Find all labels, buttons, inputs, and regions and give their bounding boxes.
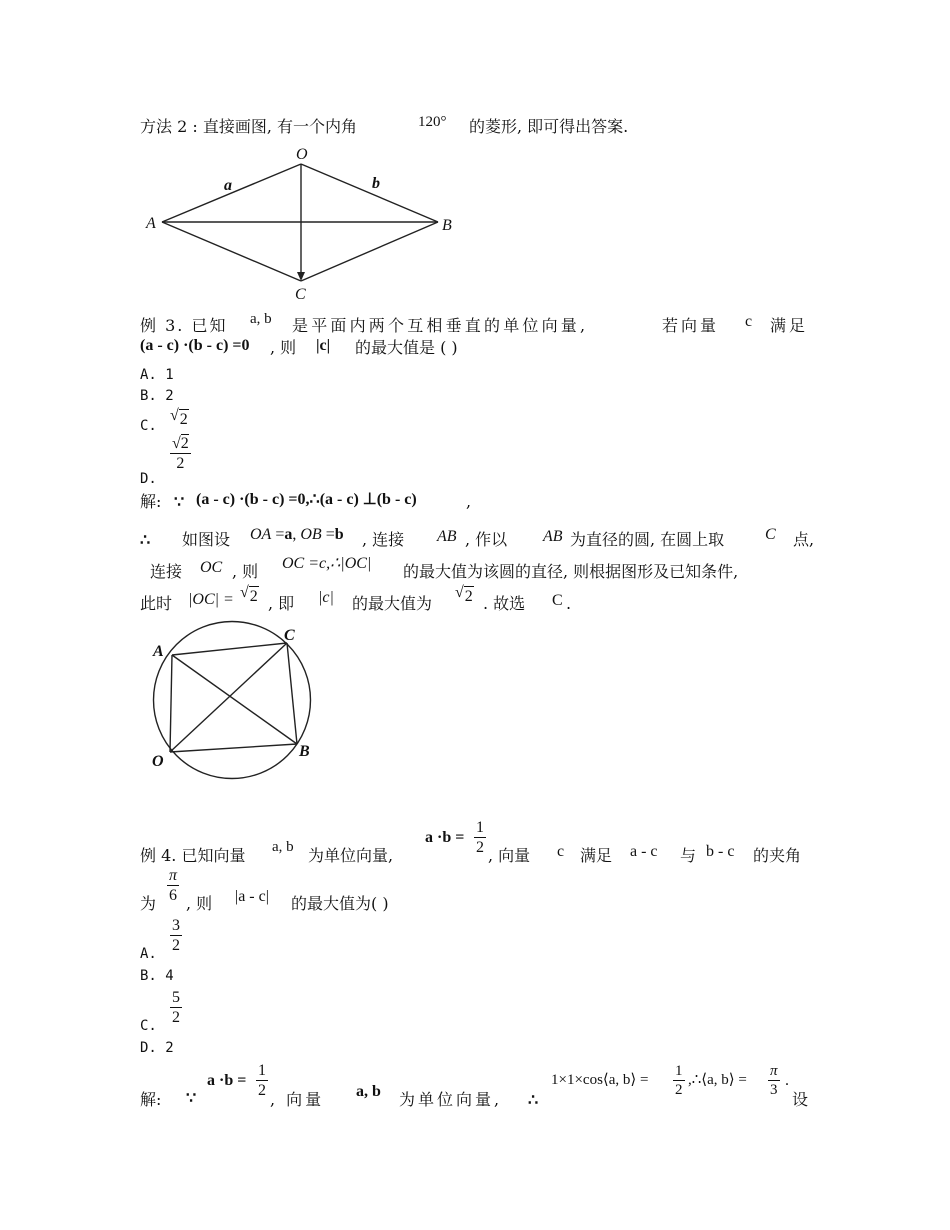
- ex4-option-c-den: 2: [172, 1009, 180, 1026]
- segment-bo: [170, 744, 297, 752]
- ex4-sol-three: 3: [770, 1082, 778, 1098]
- circle-label-a: A: [153, 643, 164, 660]
- ex3-sol-ans-sqrt: √ 2: [455, 584, 473, 605]
- circle-label-o: O: [152, 753, 164, 770]
- ex3-option-a-value: 1: [165, 367, 174, 383]
- ex3-sol-comma: ,: [466, 492, 472, 511]
- ex3-max-q: 的最大值是 ( ): [355, 338, 458, 357]
- ex3-sol-oa-ob: OA =a, OB =b: [250, 526, 344, 543]
- ex3-sol-connect: , 连接: [362, 530, 405, 549]
- ex3-sol-period: .: [566, 594, 572, 613]
- ex3-sol-make: , 作以: [465, 530, 508, 549]
- label-vec-a: a: [224, 177, 232, 194]
- circle-label-b: B: [299, 743, 310, 760]
- method2-prefix: 方法 2 : 直接画图, 有一个内角: [140, 117, 358, 136]
- rhombus-side-cb: [301, 222, 438, 281]
- ex3-sol-point: 点,: [793, 530, 815, 549]
- ex4-sol-dot-frac: [256, 1063, 268, 1099]
- ex3-sol-max-diam: 的最大值为该圆的直径, 则根据图形及已知条件,: [403, 562, 739, 581]
- ex4-sol-pi3-frac: [768, 1064, 780, 1098]
- ex4-sol-half-num: 1: [675, 1063, 683, 1079]
- therefore-icon: ∴: [140, 530, 151, 549]
- ex4-option-a-frac: [170, 918, 182, 954]
- ex4-option-c-num: 5: [172, 989, 180, 1006]
- segment-ac: [172, 643, 287, 655]
- ex4-with: 与: [680, 846, 697, 865]
- ex4-dot-frac: [474, 820, 486, 856]
- ex3-sol-ans-rad: 2: [464, 588, 473, 605]
- ex4-sol-cos: 1×1×cos⟨a, b⟩ =: [551, 1072, 649, 1088]
- ex4-amc: a - c: [630, 843, 658, 860]
- ex4-then: , 则: [186, 894, 213, 913]
- ex4-sol-half-frac: [673, 1064, 685, 1098]
- ex4-dot-den: 2: [476, 839, 484, 856]
- ex4-option-c-frac: [170, 990, 182, 1026]
- ex4-sol-label: 解:: [140, 1090, 162, 1109]
- ex4-sol-dot: a ·b =: [207, 1072, 247, 1089]
- ex4-c: c: [557, 843, 565, 860]
- circle-figure: [140, 620, 330, 780]
- ex3-sol-label: 解:: [140, 492, 162, 511]
- ex4-because-icon: ∵: [186, 1088, 197, 1107]
- segment-ab: [172, 655, 297, 744]
- ex4-sol-pi: π: [770, 1063, 778, 1079]
- ex4-vec-c-pre: , 向量: [488, 846, 531, 865]
- rhombus-figure: [140, 140, 470, 305]
- ex3-sol-line1: (a - c) ·(b - c) =0,∴(a - c) ⊥(b - c): [196, 491, 417, 508]
- label-o: O: [296, 146, 308, 163]
- ex3-c: c: [745, 313, 753, 330]
- ex4-pi: π: [169, 867, 178, 884]
- ex3-ab: a, b: [250, 311, 272, 327]
- ex3-satisfy: 满足: [770, 316, 809, 335]
- ex4-sol-let: 设: [792, 1090, 809, 1109]
- ex4-option-b-label: B.: [140, 968, 157, 984]
- ex4-option-c-label: C.: [140, 1018, 157, 1034]
- ex3-option-c-sqrt: √ 2: [170, 407, 188, 428]
- ex4-is: 为: [140, 894, 157, 913]
- ex3-sol-choose: . 故选: [483, 594, 526, 613]
- ex4-satisfy: 满足: [580, 846, 613, 865]
- ex3-sol-diameter: 为直径的圆, 在圆上取: [570, 530, 725, 549]
- ex4-sol-ab: a, b: [356, 1083, 381, 1100]
- ex3-option-b-label: B.: [140, 388, 157, 404]
- ex3-sol-ab: AB: [437, 528, 457, 545]
- ex4-option-d: [140, 1041, 174, 1055]
- ex3-option-b-value: 2: [165, 388, 174, 404]
- ex4-max-q: 的最大值为( ): [291, 894, 389, 913]
- ex4-option-a-num: 3: [172, 917, 180, 934]
- ex3-sol-connect2: 连接: [150, 562, 183, 581]
- ex3-sol-oc-abs: |OC| =: [188, 591, 234, 608]
- ex4-sol-dot-num: 1: [258, 1062, 266, 1079]
- rhombus-side-ac: [162, 222, 301, 281]
- ex3-if-vector: 若向量: [662, 316, 720, 335]
- angle-120: 120°: [418, 114, 447, 130]
- ex3-then: , 则: [270, 338, 297, 357]
- segment-oc: [170, 643, 287, 752]
- ex3-option-b: [140, 389, 174, 403]
- rhombus-side-ob: [301, 164, 438, 222]
- segment-cb: [287, 643, 297, 744]
- ex4-angle-of: 的夹角: [753, 846, 802, 865]
- ex4-ab: a, b: [272, 839, 294, 855]
- ex3-option-a-label: A.: [140, 367, 157, 383]
- ex3-option-c-value: 2: [179, 411, 188, 428]
- label-a: A: [146, 215, 156, 232]
- ex4-head: 例 4. 已知向量: [140, 846, 246, 865]
- ex4-abs-amc: |a - c|: [235, 888, 269, 905]
- ex3-sol-point-c: C: [765, 526, 776, 543]
- ex4-sol-half-den: 2: [675, 1082, 683, 1098]
- ex3-sol-oc-rad: 2: [249, 588, 258, 605]
- ex3-sol-max-is: 的最大值为: [352, 594, 433, 613]
- ex3-desc: 是平面内两个互相垂直的单位向量,: [292, 316, 589, 335]
- ex4-dot: a ·b =: [425, 829, 465, 846]
- ex4-six: 6: [169, 887, 177, 904]
- ex3-option-d-frac: √2 2: [172, 435, 189, 472]
- ex3-sol-c-abs: |c|: [318, 589, 334, 606]
- circle-label-c: C: [284, 627, 295, 644]
- ex3-sol-now: 此时: [140, 594, 173, 613]
- ex4-dot-num: 1: [476, 819, 484, 836]
- ex3-sol-oc-eq: OC =c,∴|OC|: [282, 555, 372, 572]
- ex4-sol-so: ,∴⟨a, b⟩ =: [688, 1072, 747, 1088]
- ex4-bmc: b - c: [706, 843, 735, 860]
- ex4-option-b: [140, 969, 174, 983]
- ex3-option-d-num: 2: [180, 435, 189, 452]
- ex4-sol-dot-den: 2: [258, 1082, 266, 1099]
- ex4-option-b-value: 4: [165, 968, 174, 984]
- ex4-option-d-value: 2: [165, 1040, 174, 1056]
- because-icon: ∵: [174, 492, 185, 511]
- ex3-sol-oc-sqrt: √ 2: [240, 584, 258, 605]
- ex4-option-d-label: D.: [140, 1040, 157, 1056]
- ex4-option-a-label: A.: [140, 946, 157, 962]
- ex4-therefore-icon: ∴: [528, 1090, 539, 1109]
- ex3-condition: (a - c) ·(b - c) =0: [140, 337, 250, 354]
- ex3-option-c-label: C.: [140, 418, 157, 434]
- ex4-option-a-den: 2: [172, 937, 180, 954]
- ex3-option-d-den: 2: [176, 455, 185, 472]
- ex3-sol-ab2: AB: [543, 528, 563, 545]
- ex4-pi6-frac: [167, 868, 179, 904]
- ex3-sol-ie: , 即: [268, 594, 295, 613]
- ex3-sol-then2: , 则: [232, 562, 259, 581]
- label-vec-b: b: [372, 175, 380, 192]
- ex4-sol-period: .: [785, 1072, 789, 1089]
- ex4-unit: 为单位向量,: [308, 846, 394, 865]
- label-c: C: [295, 286, 306, 303]
- ex3-sol-set: 如图设: [182, 530, 231, 549]
- ex4-sol-unit: 为单位向量,: [399, 1090, 503, 1109]
- label-b: B: [442, 217, 452, 234]
- ex3-abs-c: |c|: [316, 337, 331, 354]
- ex3-sol-choice: C: [552, 592, 563, 609]
- ex3-option-a: [140, 368, 174, 382]
- ex3-sol-oc: OC: [200, 559, 223, 576]
- ex3-option-d-label: D.: [140, 471, 157, 487]
- ex4-sol-vector: , 向量: [270, 1090, 325, 1109]
- method2-suffix: 的菱形, 即可得出答案.: [469, 117, 629, 136]
- ex3-head: 例 3. 已知: [140, 316, 228, 335]
- segment-oa: [170, 655, 172, 752]
